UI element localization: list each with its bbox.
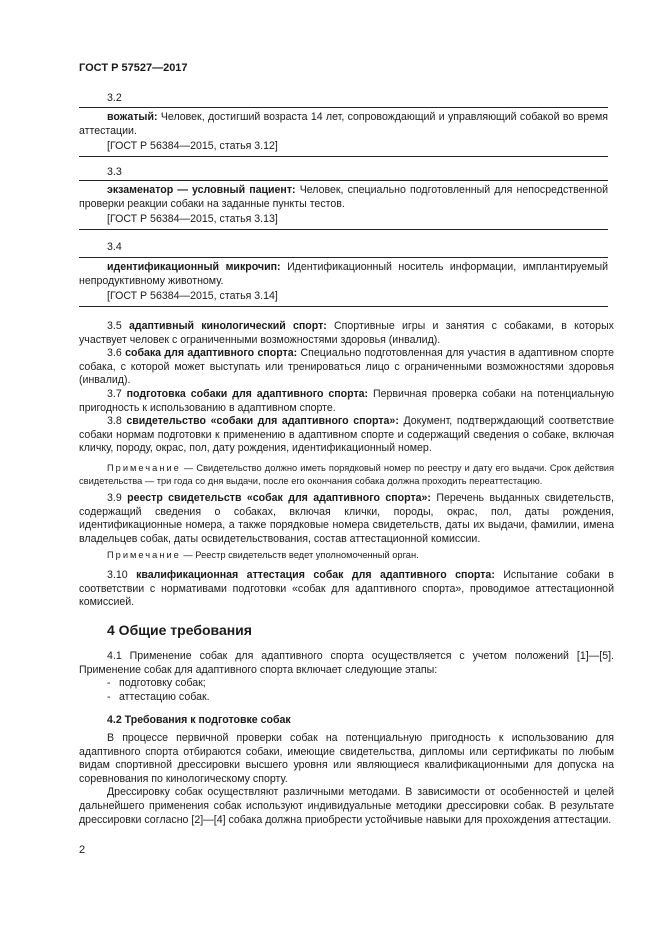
page-number: 2: [79, 844, 86, 856]
stage-list: [79, 677, 614, 704]
note-text: — Реестр свидетельств ведет уполномоченный орган.: [183, 550, 419, 560]
term-box: [79, 257, 608, 307]
paragraph: В процессе первичной проверки собак на потенциальную пригодность к использованию для адаптивного спорта отбираются собаки, имеющие свидетельства, дипломы или сертификаты по любым видам спортивной дрессировки высшего уровня или являющиеся квалификационными для допуска на соревнования по кинологическому спорту.: [79, 732, 614, 785]
paragraph: 4.1 Применение собак для адаптивного спорта осуществляется с учетом положений [1]—[5]. Применение собак для адаптивного спорта включает следующие этапы:: [79, 650, 614, 676]
section-heading: 4 Общие требования: [107, 622, 252, 638]
term-box: [79, 180, 608, 230]
term-definition: Человек, достигший возраста 14 лет, сопровождающий и управляющий собакой во время аттестации.: [79, 111, 608, 137]
term-name: идентификационный микрочип:: [107, 261, 281, 273]
term-name: экзаменатор — условный пациент:: [107, 184, 296, 196]
subsection-heading: 4.2 Требования к подготовке собак: [107, 714, 291, 726]
term-paragraph: 3.10 квалификационная аттестация собак для адаптивного спорта: Испытание собаки в соответствии с нормативами подготовки «собак для адаптивного спорта», проводимое аттестационной комиссией.: [79, 569, 614, 609]
term-paragraph: 3.8 свидетельство «собаки для адаптивного спорта»: Документ, подтверждающий соответствие собаки нормам подготовки к применению в адаптивном спорте и содержащий сведения о собаке, включая кличку, породу, окрас, пол, дату рождения, идентификационный номер.: [79, 415, 614, 455]
term-name: вожатый:: [107, 111, 158, 123]
list-item: - аттестацию собак.: [107, 690, 210, 703]
note-block: [79, 462, 614, 487]
term-definition: Человек, специально подготовленный для непосредственной проверки реакции собаки на заданные пункты тестов.: [79, 184, 608, 210]
note-text: — Свидетельство должно иметь порядковый номер по реестру и дату его выдачи. Срок действия свидетельства — три года со дня выдачи, после его окончания собака должна проходить переаттестацию.: [79, 463, 614, 486]
term-number: 3.3: [107, 166, 122, 178]
note-label: Примечание: [107, 550, 181, 560]
list-item: - подготовку собак;: [107, 677, 206, 690]
section-body: [79, 650, 614, 704]
term-paragraph: 3.5 адаптивный кинологический спорт: Спортивные игры и занятия с собаками, в которых участвует человек с ограниченными возможностями здоровья (инвалид).: [79, 320, 614, 346]
terms-block: [79, 320, 614, 456]
term-paragraph: 3.6 собака для адаптивного спорта: Специально подготовленная для участия в адаптивном спорте собака, с которой может выступать или тренироваться лицо с ограниченными возможностями здоровья (инвалид).: [79, 347, 614, 387]
term-reference: [ГОСТ Р 56384—2015, статья 3.14]: [107, 290, 278, 303]
paragraph: Дрессировку собак осуществляют различными методами. В зависимости от особенностей и целей дальнейшего применения собак используют индивидуальные методики дрессировки собак. В результате дрессировки согласно [2]—[4] собака должна приобрести устойчивые навыки для прохождения аттестации.: [79, 786, 614, 826]
section-body: [79, 732, 614, 827]
term-definition: Идентификационный носитель информации, имплантируемый непродуктивному животному.: [79, 261, 608, 287]
term-reference: [ГОСТ Р 56384—2015, статья 3.12]: [107, 140, 278, 153]
terms-block: [79, 569, 614, 610]
term-number: 3.4: [107, 241, 122, 253]
note-label: Примечание: [107, 463, 181, 473]
terms-block: [79, 492, 614, 546]
term-paragraph: 3.9 реестр свидетельств «собак для адаптивного спорта»: Перечень выданных свидетельств, содержащий сведения о собаках, включая клички, породы, окрас, пол, даты рождения, идентификационные номера, а также порядковые номера свидетельств, даты их выдачи, фамилии, имена владельцев собак, даты освидетельствования, состав аттестационной комиссии.: [79, 492, 615, 545]
note-block: [79, 549, 614, 562]
term-box: [79, 107, 608, 157]
document-header: ГОСТ Р 57527—2017: [79, 62, 188, 74]
term-reference: [ГОСТ Р 56384—2015, статья 3.13]: [107, 213, 278, 226]
term-number: 3.2: [107, 92, 122, 104]
term-paragraph: 3.7 подготовка собаки для адаптивного спорта: Первичная проверка собаки на потенциальную пригодность к использованию в адаптивном спорте.: [79, 387, 614, 414]
